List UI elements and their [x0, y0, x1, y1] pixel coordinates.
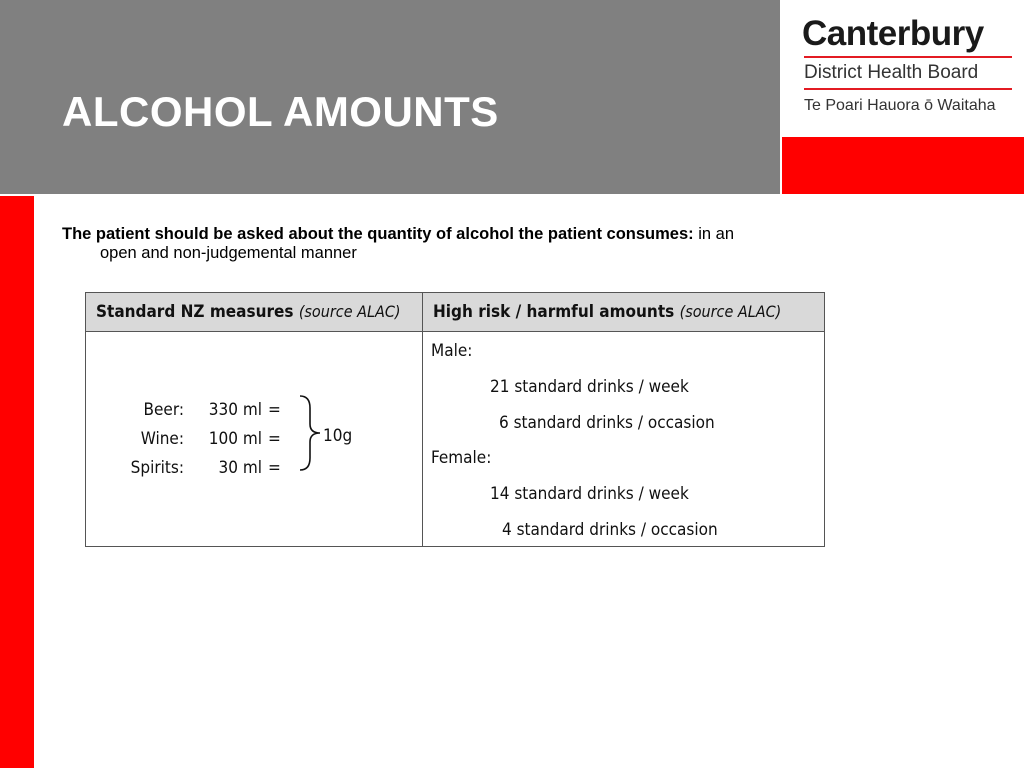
beverage-label: Wine:	[140, 429, 184, 449]
risk-female-week: 14 standard drinks / week	[490, 484, 689, 504]
header-standard-measures	[86, 293, 423, 332]
risk-male-label: Male:	[431, 341, 473, 361]
beverage-label: Beer:	[143, 400, 184, 420]
table-header-row	[86, 293, 825, 332]
header-standard-bold: Standard NZ measures	[96, 302, 294, 322]
table-body-row	[86, 332, 825, 547]
intro-text	[62, 225, 882, 263]
logo-line1: District Health Board	[804, 62, 979, 83]
logo-divider-bottom	[804, 88, 1012, 90]
beverage-equals: =	[268, 458, 281, 478]
measures-table	[85, 292, 825, 547]
intro-continuation: open and non-judgemental manner	[100, 244, 357, 262]
header-risk-bold: High risk / harmful amounts	[433, 302, 675, 322]
right-brace-icon	[298, 394, 322, 472]
header-band	[0, 0, 780, 194]
beverage-label: Spirits:	[130, 458, 184, 478]
logo-divider-top	[804, 56, 1012, 58]
logo-red-band	[782, 137, 1024, 194]
beverage-equals: =	[268, 429, 281, 449]
slide-title: ALCOHOL AMOUNTS	[62, 88, 499, 135]
header-high-risk	[423, 293, 825, 332]
intro-bold: The patient should be asked about the quantity of alcohol the patient consumes:	[62, 225, 694, 243]
standard-measures-cell	[86, 332, 423, 547]
risk-male-week: 21 standard drinks / week	[490, 377, 689, 397]
logo-name: Canterbury	[802, 14, 984, 53]
logo-line2: Te Poari Hauora ō Waitaha	[804, 97, 996, 114]
risk-female-label: Female:	[431, 448, 492, 468]
beverage-amount: 30 ml	[218, 458, 262, 478]
header-standard-source: (source ALAC)	[298, 302, 401, 321]
header-risk-source: (source ALAC)	[679, 302, 782, 321]
intro-normal: in an	[693, 225, 735, 243]
beverage-equals: =	[268, 400, 281, 420]
logo	[782, 0, 1024, 137]
risk-female-occasion: 4 standard drinks / occasion	[502, 520, 718, 540]
high-risk-cell	[423, 332, 825, 547]
risk-male-occasion: 6 standard drinks / occasion	[499, 413, 715, 433]
beverage-amount: 330 ml	[208, 400, 262, 420]
beverage-amount: 100 ml	[208, 429, 262, 449]
equivalent-grams: 10g	[323, 426, 353, 446]
side-red-bar	[0, 196, 34, 768]
